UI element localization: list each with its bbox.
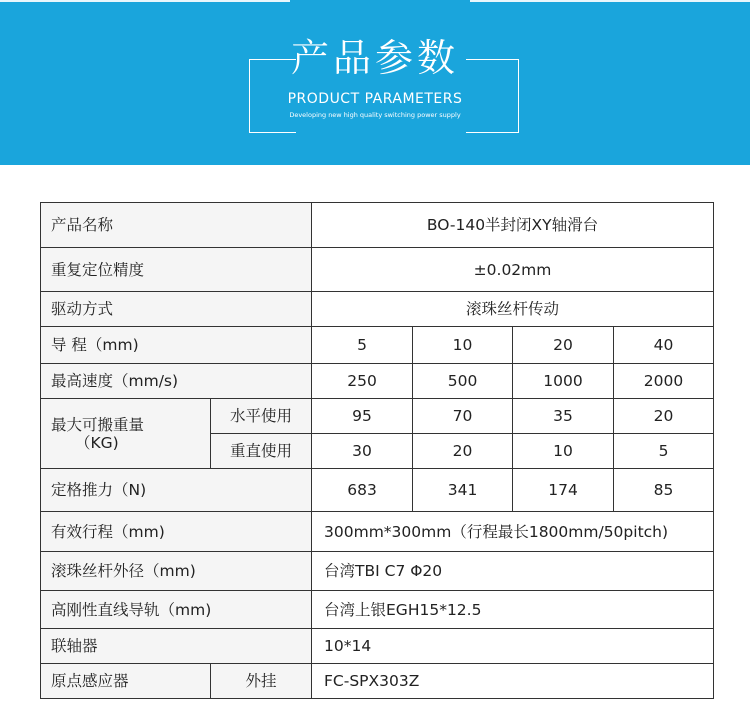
banner-subtitle: PRODUCT PARAMETERS xyxy=(287,91,463,107)
table-cell: 20 xyxy=(513,327,614,364)
banner-title: 产品参数 xyxy=(290,36,459,80)
table-cell: 40 xyxy=(614,327,714,364)
table-cell: 30 xyxy=(312,434,413,469)
table-cell: 341 xyxy=(413,469,513,512)
row-label: 重复定位精度 xyxy=(41,248,312,292)
row-value: 300mm*300mm（行程最长1800mm/50pitch) xyxy=(312,512,714,552)
table-row xyxy=(41,364,714,399)
row-label: 有效行程（mm) xyxy=(41,512,312,552)
table-cell: 174 xyxy=(513,469,614,512)
table-row xyxy=(41,327,714,364)
row-label: 联轴器 xyxy=(41,629,312,664)
row-label: 高刚性直线导轨（mm) xyxy=(41,591,312,629)
row-sublabel: 重直使用 xyxy=(211,434,312,469)
row-value: BO-140半封闭XY轴滑台 xyxy=(312,203,714,248)
row-label xyxy=(41,399,211,469)
table-cell: 10 xyxy=(413,327,513,364)
banner-top-line xyxy=(0,0,290,2)
row-value: 台湾上银EGH15*12.5 xyxy=(312,591,714,629)
table-row xyxy=(41,469,714,512)
table-cell: 1000 xyxy=(513,364,614,399)
table-row xyxy=(41,629,714,664)
table-cell: 70 xyxy=(413,399,513,434)
max-load-label: 最大可搬重量 xyxy=(51,415,145,434)
table-cell: 2000 xyxy=(614,364,714,399)
row-label: 定格推力（N) xyxy=(41,469,312,512)
row-sublabel: 水平使用 xyxy=(211,399,312,434)
row-label: 滚珠丝杆外径（mm) xyxy=(41,552,312,591)
table-row xyxy=(41,512,714,552)
parameters-table xyxy=(40,202,714,699)
table-row xyxy=(41,248,714,292)
max-load-unit: （KG) xyxy=(75,433,119,452)
row-value: 台湾TBI C7 Φ20 xyxy=(312,552,714,591)
banner-top-line xyxy=(470,0,750,2)
row-sublabel: 外挂 xyxy=(211,664,312,699)
row-value: 10*14 xyxy=(312,629,714,664)
table-cell: 683 xyxy=(312,469,413,512)
row-value: ±0.02mm xyxy=(312,248,714,292)
table-cell: 5 xyxy=(614,434,714,469)
table-row xyxy=(41,664,714,699)
table-row xyxy=(41,552,714,591)
table-row xyxy=(41,203,714,248)
banner-tagline: Developing new high quality switching power supply xyxy=(289,111,461,119)
row-label: 原点感应器 xyxy=(41,664,211,699)
table-cell: 95 xyxy=(312,399,413,434)
row-value: 滚珠丝杆传动 xyxy=(312,292,714,327)
row-label: 产品名称 xyxy=(41,203,312,248)
row-value: FC-SPX303Z xyxy=(312,664,714,699)
table-cell: 5 xyxy=(312,327,413,364)
row-label: 驱动方式 xyxy=(41,292,312,327)
table-cell: 20 xyxy=(614,399,714,434)
table-row xyxy=(41,292,714,327)
table-row xyxy=(41,591,714,629)
table-cell: 500 xyxy=(413,364,513,399)
header-banner xyxy=(0,0,750,165)
row-label: 最高速度（mm/s) xyxy=(41,364,312,399)
table-cell: 10 xyxy=(513,434,614,469)
table-cell: 250 xyxy=(312,364,413,399)
table-cell: 35 xyxy=(513,399,614,434)
table-cell: 20 xyxy=(413,434,513,469)
table-row xyxy=(41,399,714,434)
table-cell: 85 xyxy=(614,469,714,512)
row-label: 导 程（mm) xyxy=(41,327,312,364)
